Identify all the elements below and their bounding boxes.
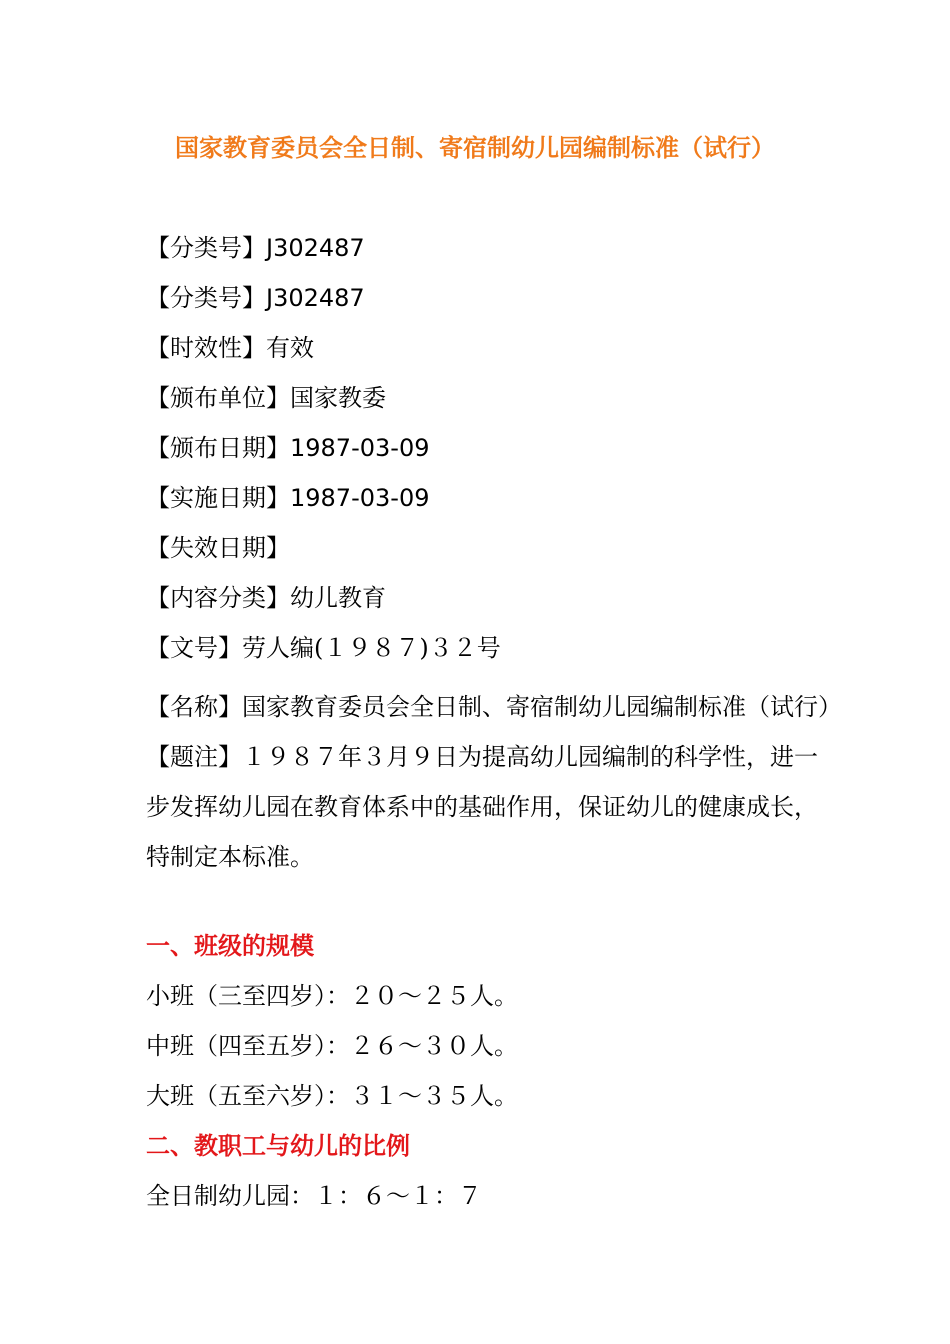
meta-value: J302487 <box>266 284 365 312</box>
meta-label: 【内容分类】 <box>146 584 290 612</box>
class-size-line-small: 小班（三至四岁）：２０～２５人。 <box>146 982 518 1010</box>
meta-label: 【失效日期】 <box>146 534 290 562</box>
meta-validity <box>146 332 846 364</box>
class-size-line-large: 大班（五至六岁）：３１～３５人。 <box>146 1082 518 1110</box>
meta-value: J302487 <box>266 234 365 262</box>
meta-label: 【颁布单位】 <box>146 384 290 412</box>
meta-classification-1 <box>146 232 846 264</box>
section-heading-staff-ratio: 二、教职工与幼儿的比例 <box>146 1132 410 1160</box>
meta-expiry-date <box>146 532 846 564</box>
meta-value: 劳人编(１９８７)３２号 <box>242 634 501 662</box>
meta-label: 【时效性】 <box>146 334 266 362</box>
meta-effective-date <box>146 482 846 514</box>
meta-label: 【分类号】 <box>146 284 266 312</box>
meta-value: 幼儿教育 <box>290 584 386 612</box>
meta-label: 【实施日期】 <box>146 484 290 512</box>
meta-value: 国家教委 <box>290 384 386 412</box>
meta-classification-2 <box>146 282 846 314</box>
meta-value: 1987-03-09 <box>290 484 430 512</box>
meta-issuing-body <box>146 382 846 414</box>
meta-document-number <box>146 632 846 664</box>
meta-issue-date <box>146 432 846 464</box>
meta-content-category <box>146 582 846 614</box>
document-title: 国家教育委员会全日制、寄宿制幼儿园编制标准（试行） <box>175 134 775 162</box>
meta-label: 【分类号】 <box>146 234 266 262</box>
meta-value: 1987-03-09 <box>290 434 430 462</box>
meta-value: 有效 <box>266 334 314 362</box>
meta-label: 【颁布日期】 <box>146 434 290 462</box>
class-size-line-middle: 中班（四至五岁）：２６～３０人。 <box>146 1032 518 1060</box>
section-heading-class-size: 一、班级的规模 <box>146 932 314 960</box>
staff-ratio-line-fullday: 全日制幼儿园：１：６～１：７ <box>146 1182 482 1210</box>
meta-label: 【文号】 <box>146 634 242 662</box>
name-and-preamble-paragraph: 【名称】国家教育委员会全日制、寄宿制幼儿园编制标准（试行）【题注】１９８７年３月９日为提高幼儿园编制的科学性，进一步发挥幼儿园在教育体系中的基础作用，保证幼儿的健康成长，特制定本标准。 <box>146 693 830 871</box>
